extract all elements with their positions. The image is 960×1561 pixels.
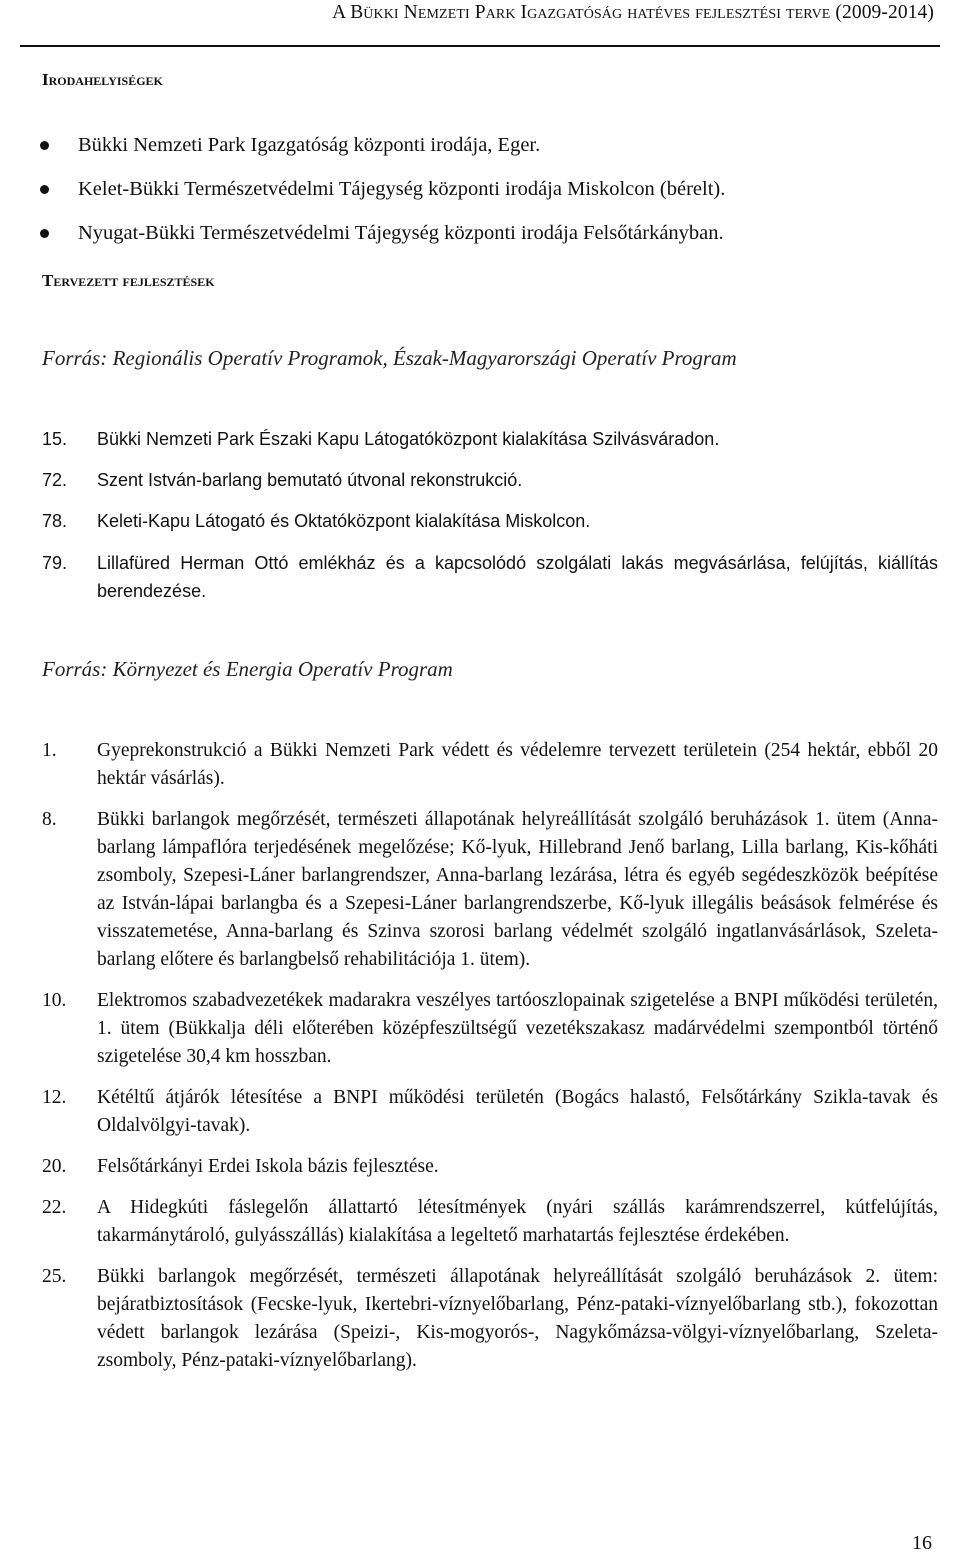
item-text: Felsőtárkányi Erdei Iskola bázis fejlesztése. (97, 1156, 439, 1177)
list-item (0, 1153, 960, 1181)
item-number: 20. (42, 1156, 67, 1177)
planned-heading: Tervezett fejlesztések (42, 271, 215, 290)
list-item (0, 549, 960, 605)
bullet-icon (40, 229, 49, 238)
regional-projects-list (0, 425, 960, 605)
list-item (0, 177, 725, 221)
item-number: 15. (42, 429, 68, 449)
list-item-text: Kelet-Bükki Természetvédelmi Tájegység központi irodája Miskolcon (bérelt). (78, 178, 726, 200)
source-environment-op: Forrás: Környezet és Energia Operatív Program (42, 657, 453, 681)
list-item (0, 1084, 960, 1140)
list-item (0, 425, 960, 466)
item-text: Keleti-Kapu Látogató és Oktatóközpont kialakítása Miskolcon. (97, 511, 591, 531)
list-item-text: Bükki Nemzeti Park Igazgatóság központi irodája, Eger. (78, 134, 541, 156)
page-header (0, 0, 960, 46)
list-item (0, 1263, 960, 1375)
item-number: 79. (42, 553, 68, 573)
item-number: 8. (42, 809, 57, 830)
item-text: Gyeprekonstrukció a Bükki Nemzeti Park védett és védelemre tervezett területein (254 hektár, ebből 20 hektár vásárlás). (97, 740, 938, 789)
offices-list (0, 133, 725, 265)
environment-projects-list (0, 737, 960, 1375)
header-title: A Bükki Nemzeti Park Igazgatóság hatéves fejlesztési terve (2009-2014) (332, 2, 934, 23)
offices-heading: Irodahelyiségek (42, 70, 163, 89)
list-item (0, 987, 960, 1071)
page-number: 16 (912, 1532, 932, 1554)
list-item (0, 737, 960, 793)
item-number: 72. (42, 470, 68, 490)
bullet-icon (40, 141, 49, 150)
item-text: Bükki barlangok megőrzését, természeti állapotának helyreállítását szolgáló beruházások 1. ütem (Anna-barlang lámpaflóra terjedésének megelőzése; Kő-lyuk, Hillebrand Jenő barlang, Lilla barlang, Kis-kőháti zsomboly, Szepesi-Láner barlangrendszer, Anna-barlang lezárása, létra és egyéb segédeszközök beépítése az István-lápai barlangba és a Szepesi-Láner barlangrendszerbe, Kő-lyuk illegális beásások felmérése és visszatemetése, Anna-barlang és Szinva szorosi barlang védelmét szolgáló ingatlanvásárlások, Szeleta-barlang előtere és barlangbelső rehabilitációja 1. ütem). (97, 809, 938, 970)
list-item (0, 507, 960, 549)
item-text: Kétéltű átjárók létesítése a BNPI működési területén (Bogács halastó, Felsőtárkány Szikla-tavak és Oldalvölgyi-tavak). (97, 1087, 938, 1136)
list-item (0, 1194, 960, 1250)
list-item-text: Nyugat-Bükki Természetvédelmi Tájegység központi irodája Felsőtárkányban. (78, 222, 724, 244)
bullet-icon (40, 185, 49, 194)
item-number: 10. (42, 990, 67, 1011)
item-number: 22. (42, 1197, 67, 1218)
item-text: A Hidegkúti fáslegelőn állattartó létesítmények (nyári szállás karámrendszerrel, kútfelújítás, takarmánytároló, gulyásszállás) kialakítása a legeltető marhatartás fejlesztése érdekében. (97, 1197, 938, 1246)
item-text: Szent István-barlang bemutató útvonal rekonstrukció. (97, 470, 523, 490)
item-number: 1. (42, 740, 57, 761)
item-number: 78. (42, 511, 68, 531)
item-number: 25. (42, 1266, 67, 1287)
item-text: Bükki Nemzeti Park Északi Kapu Látogatóközpont kialakítása Szilvásváradon. (97, 429, 720, 449)
item-text: Bükki barlangok megőrzését, természeti állapotának helyreállítását szolgáló beruházások 2. ütem: bejáratbiztosítások (Fecske-lyuk, Ikertebri-víznyelőbarlang, Pénz-pataki-víznyelőbarlang stb.), fokozottan védett barlangok lezárása (Speizi-, Kis-mogyorós-, Nagykőmázsa-völgyi-víznyelőbarlang, Szeleta-zsomboly, Pénz-pataki-víznyelőbarlang). (97, 1266, 938, 1371)
item-number: 12. (42, 1087, 67, 1108)
list-item (0, 806, 960, 974)
item-text: Lillafüred Herman Ottó emlékház és a kapcsolódó szolgálati lakás megvásárlása, felújítás, kiállítás berendezése. (97, 553, 938, 601)
list-item (0, 133, 725, 177)
source-regional-op: Forrás: Regionális Operatív Programok, Észak-Magyarországi Operatív Program (42, 346, 737, 370)
item-text: Elektromos szabadvezetékek madarakra veszélyes tartóoszlopainak szigetelése a BNPI működési területén, 1. ütem (Bükkalja déli előterében középfeszültségű vezetékszakasz madárvédelmi szempontból történő szigetelése 30,4 km hosszban. (97, 990, 938, 1067)
header-rule (20, 45, 940, 47)
list-item (0, 466, 960, 507)
list-item (0, 221, 725, 265)
